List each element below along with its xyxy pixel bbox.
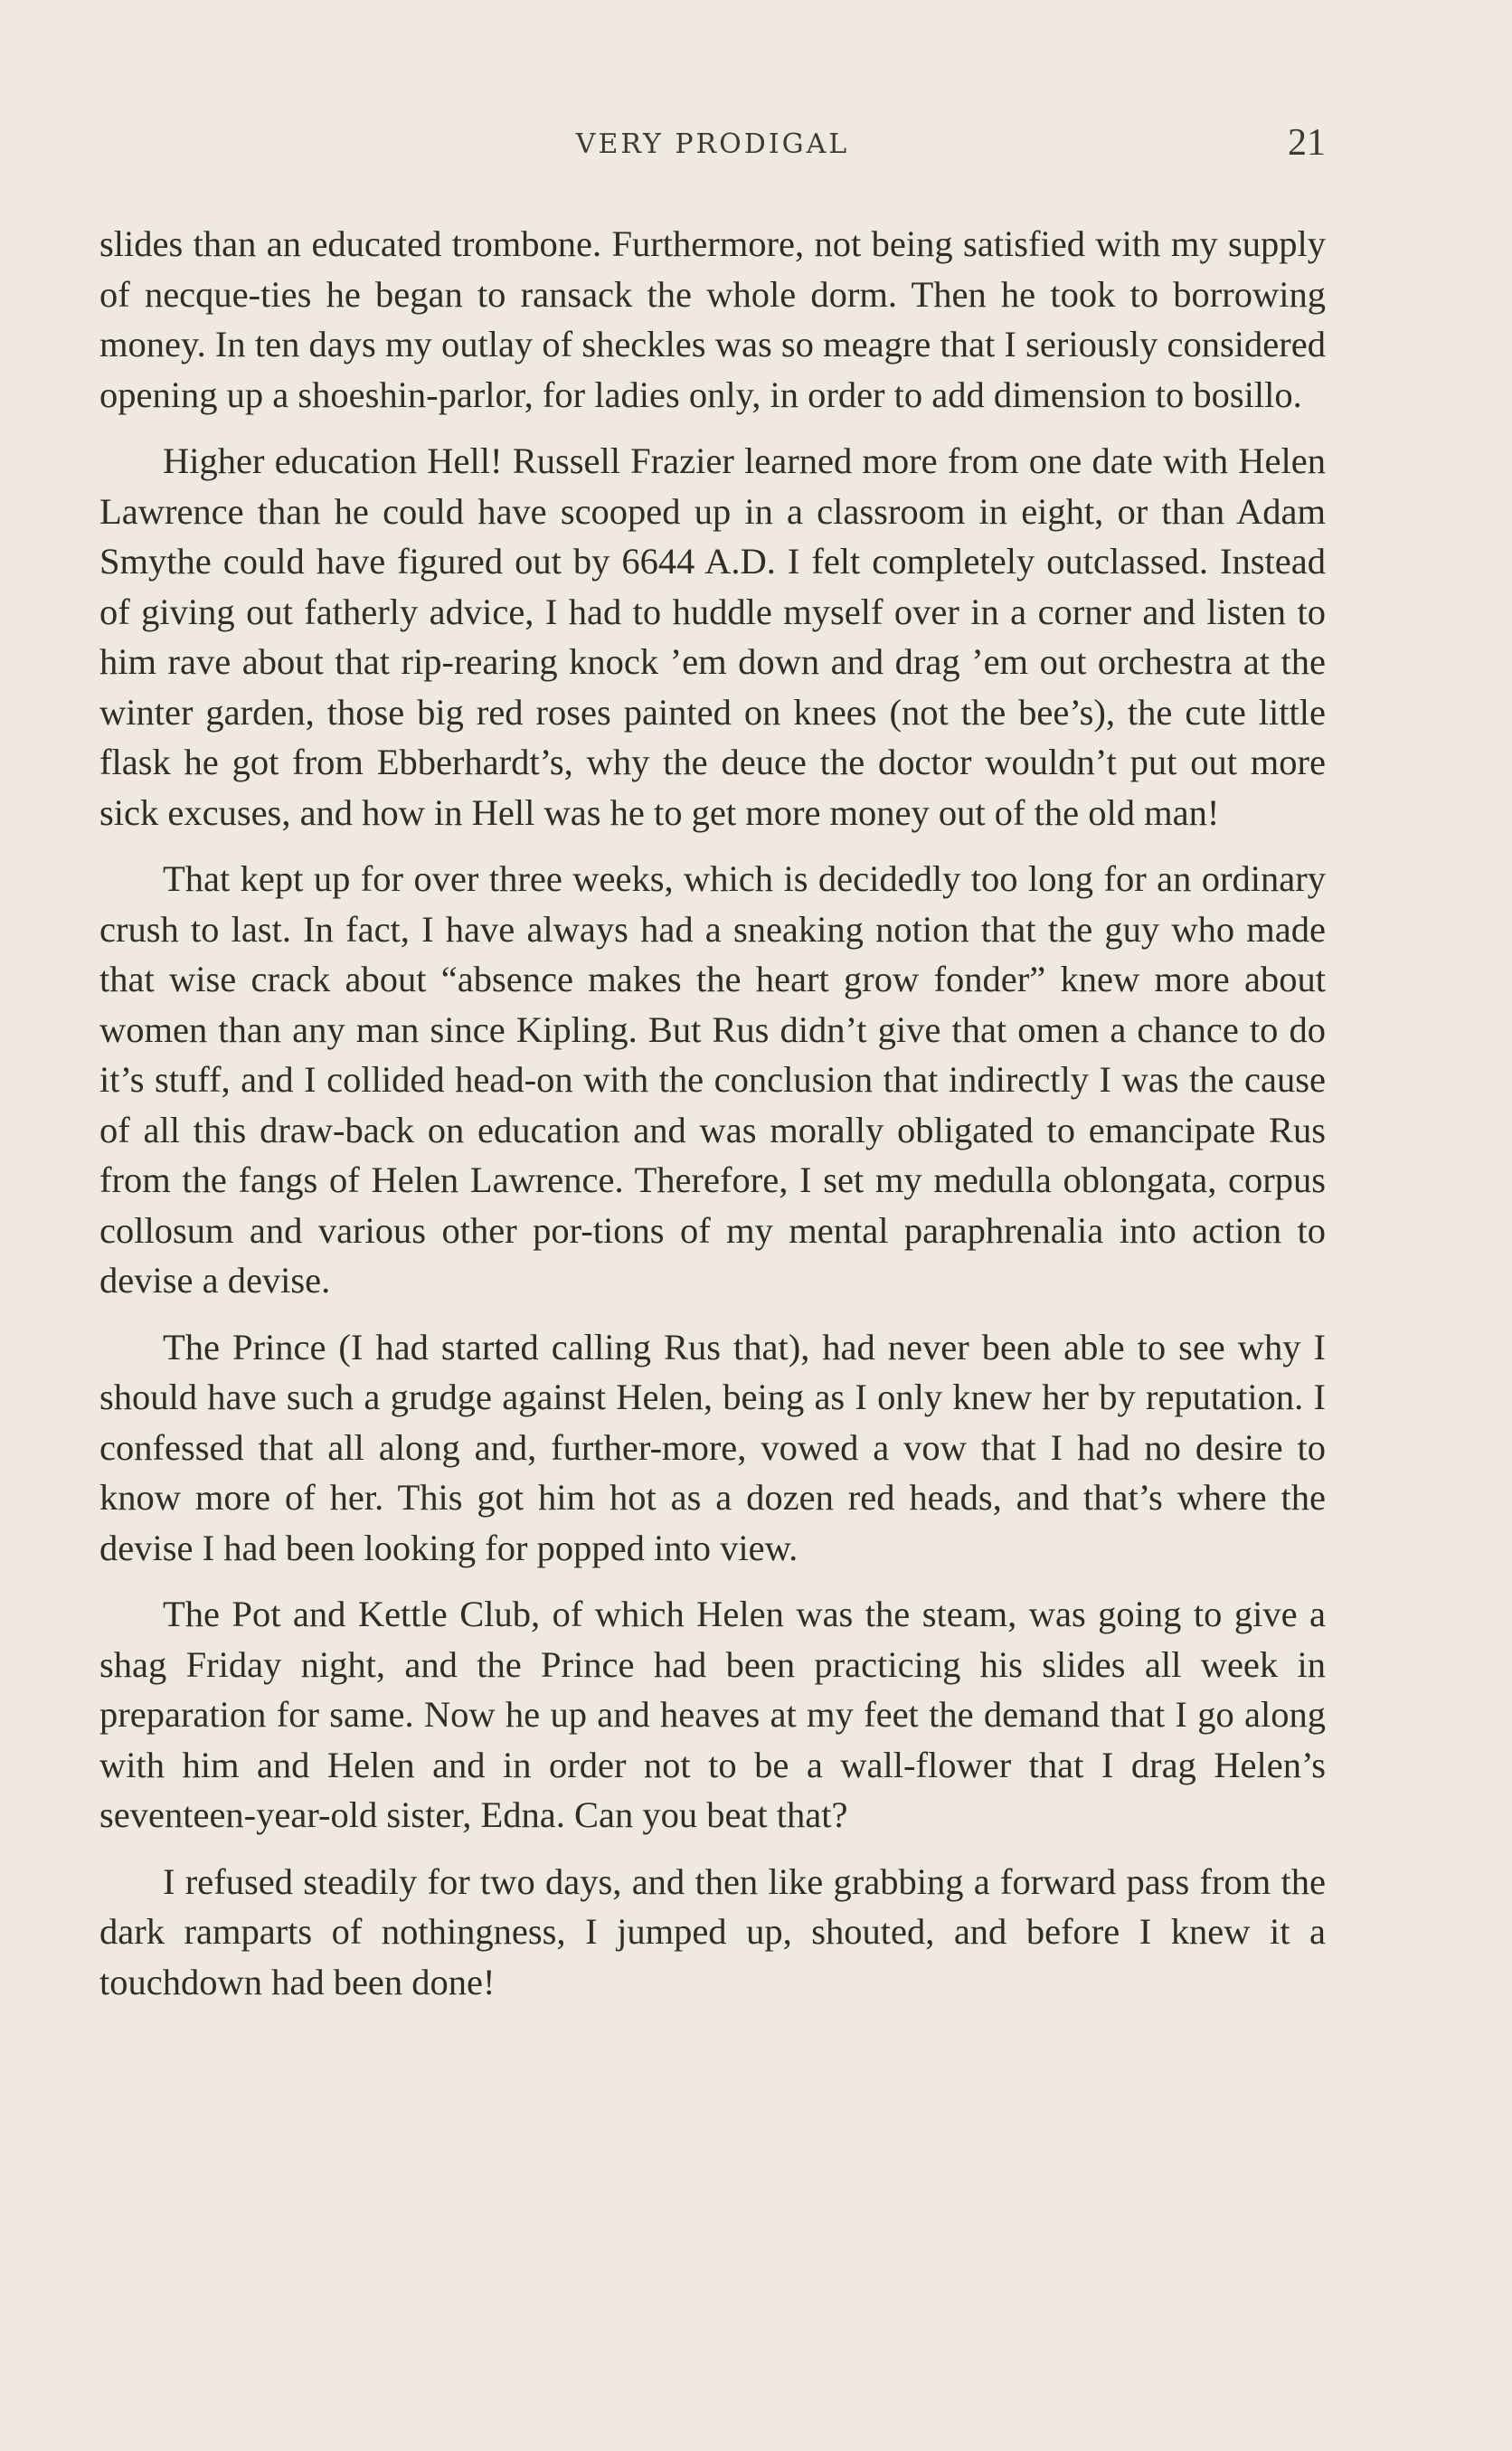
paragraph: The Prince (I had started calling Rus that), had never been able to see why I should have such a grudge against Helen, being as I only knew her by reputation. I confessed that all along and, further-more, vowed a vow that I had no desire to know more of her. This got him hot as a dozen red heads, and that’s where the devise I had been looking for popped into view. bbox=[99, 1326, 1326, 1568]
paragraph: Higher education Hell! Russell Frazier learned more from one date with Helen Lawrence than he could have scooped up in a classroom in eight, or than Adam Smythe could have figured out by 6644 A.D. I felt completely outclassed. Instead of giving out fatherly advice, I had to huddle myself over in a corner and listen to him rave about that rip-rearing knock ’em down and drag ’em out orchestra at the winter garden, those big red roses painted on knees (not the bee’s), the cute little flask he got from Ebberhardt’s, why the deuce the doctor wouldn’t put out more sick excuses, and how in Hell was he to get more money out of the old man! bbox=[99, 440, 1326, 833]
paragraph: I refused steadily for two days, and then like grabbing a forward pass from the dark ramparts of nothingness, I jumped up, shouted, and before I knew it a touchdown had been done! bbox=[99, 1860, 1326, 2002]
paragraph: That kept up for over three weeks, which is decidedly too long for an ordinary crush to last. In fact, I have always had a sneaking notion that the guy who made that wise crack about “absence makes the heart grow fonder” knew more about women than any man since Kipling. But Rus didn’t give that omen a chance to do it’s stuff, and I collided head-on with the conclusion that indirectly I was the cause of all this draw-back on education and was morally obligated to emancipate Rus from the fangs of Helen Lawrence. Therefore, I set my medulla oblongata, corpus collosum and various other por-tions of my mental paraphrenalia into action to devise a devise. bbox=[99, 858, 1326, 1301]
page-number: 21 bbox=[1288, 122, 1326, 164]
body-text bbox=[99, 219, 1326, 2023]
running-head bbox=[0, 122, 1512, 164]
paragraph: The Pot and Kettle Club, of which Helen was the steam, was going to give a shag Friday night, and the Prince had been practicing his slides all week in preparation for same. Now he up and heaves at my feet the demand that I go along with him and Helen and in order not to be a wall-flower that I drag Helen’s seventeen-year-old sister, Edna. Can you beat that? bbox=[99, 1594, 1326, 1835]
running-title: VERY PRODIGAL bbox=[575, 128, 850, 160]
paragraph-continued: slides than an educated trombone. Furthermore, not being satisfied with my supply of necque-ties he began to ransack the whole dorm. Then he took to borrowing money. In ten days my outlay of sheckles was so meagre that I seriously considered opening up a shoeshin-parlor, for ladies only, in order to add dimension to bosillo. bbox=[99, 223, 1326, 415]
